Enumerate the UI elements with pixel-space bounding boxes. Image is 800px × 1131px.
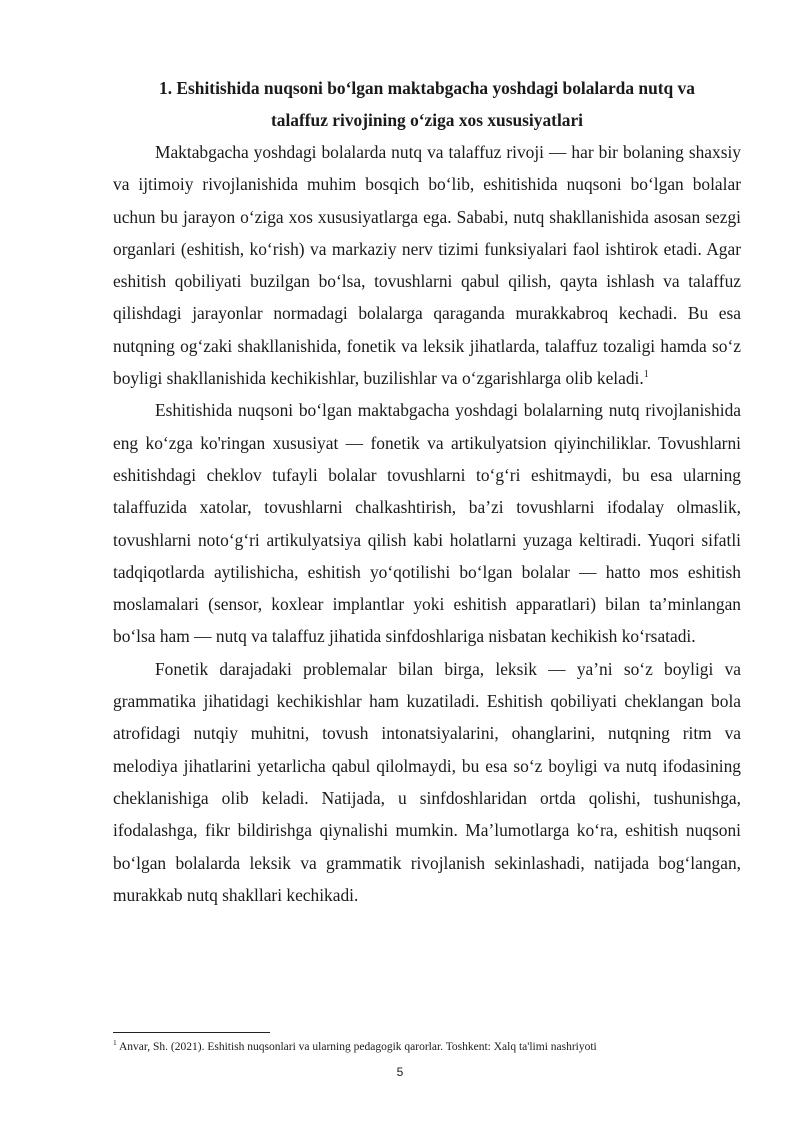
footnote bbox=[113, 1040, 753, 1055]
footnote-marker: 1 bbox=[113, 1038, 117, 1048]
section-heading-line-2: talaffuz rivojining o‘ziga xos xususiyatlari bbox=[270, 110, 584, 130]
paragraph-3 bbox=[113, 653, 741, 911]
paragraph-3-text: Fonetik darajadaki problemalar bilan birga, leksik — ya’ni so‘z boyligi va grammatika jihatidagi kechikishlar ham kuzatiladi. Eshitish qobiliyati cheklangan bola atrofidagi nutqiy muhitni, tovush intonatsiyalarini, ohanglarini, nutqning ritm va melodiya jihatlarini yetarlicha qabul qilolmaydi, bu esa so‘z boyligi va nutq ifodasining cheklanishiga olib keladi. Natijada, u sinfdoshlaridan ortda qolishi, tushunishga, ifodalashga, fikr bildirishga qiynalishi mumkin. Ma’lumotlarga ko‘ra, eshitish nuqsoni bo‘lgan bolalarda leksik va grammatik rivojlanish sekinlashadi, natijada bog‘langan, murakkab nutq shakllari kechikadi. bbox=[113, 658, 741, 905]
footnote-separator bbox=[113, 1032, 270, 1033]
paragraph-2 bbox=[113, 394, 741, 652]
footnote-reference[interactable]: 1 bbox=[643, 369, 649, 381]
page-number: 5 bbox=[396, 1065, 404, 1079]
paragraph-1-text: Maktabgacha yoshdagi bolalarda nutq va talaffuz rivoji — har bir bolaning shaxsiy va ijtimoiy rivojlanishida muhim bosqich bo‘lib, eshitishida nuqsoni bo‘lgan bolalar uchun bu jarayon o‘ziga xos xususiyatlarga ega. Sababi, nutq shakllanishida asosan sezgi organlari (eshitish, ko‘rish) va markaziy nerv tizimi funksiyalari faol ishtirok etadi. Agar eshitish qobiliyati buzilgan bo‘lsa, tovushlarni qabul qilish, qayta ishlash va talaffuz qilishdagi jarayonlar normadagi bolalarga qaraganda murakkabroq kechadi. Bu esa nutqning og‘zaki shakllanishida, fonetik va leksik jihatlarda, talaffuz tozaligi hamda so‘z boyligi shakllanishida kechikishlar, buzilishlar va o‘zgarishlarga olib keladi. bbox=[113, 142, 741, 389]
footnote-text: Anvar, Sh. (2021). Eshitish nuqsonlari va ularning pedagogik qarorlar. Toshkent: Xalq ta'limi nashriyoti bbox=[116, 1041, 597, 1053]
section-heading-line-1: 1. Eshitishida nuqsoni bo‘lgan maktabgacha yoshdagi bolalarda nutq va bbox=[159, 78, 695, 98]
paragraph-1 bbox=[113, 136, 741, 394]
page-body bbox=[113, 72, 741, 911]
section-heading bbox=[113, 72, 741, 136]
paragraph-2-text: Eshitishida nuqsoni bo‘lgan maktabgacha yoshdagi bolalarning nutq rivojlanishida eng ko‘zga ko'ringan xususiyat — fonetik va artikulyatsion qiyinchiliklar. Tovushlarni eshitishdagi cheklov tufayli bolalar tovushlarni to‘g‘ri eshitmaydi, bu esa ularning talaffuzida xatolar, tovushlarni chalkashtirish, ba’zi tovushlarni ifodalay olmaslik, tovushlarni noto‘g‘ri artikulyatsiya qilish kabi holatlarni yuzaga keltiradi. Yuqori sifatli tadqiqotlarda aytilishicha, eshitish yo‘qotilishi bo‘lgan bolalar — hatto mos eshitish moslamalari (sensor, koxlear implantlar yoki eshitish apparatlari) bilan ta’minlangan bo‘lsa ham — nutq va talaffuz jihatida sinfdoshlariga nisbatan kechikish ko‘rsatadi. bbox=[113, 400, 741, 647]
